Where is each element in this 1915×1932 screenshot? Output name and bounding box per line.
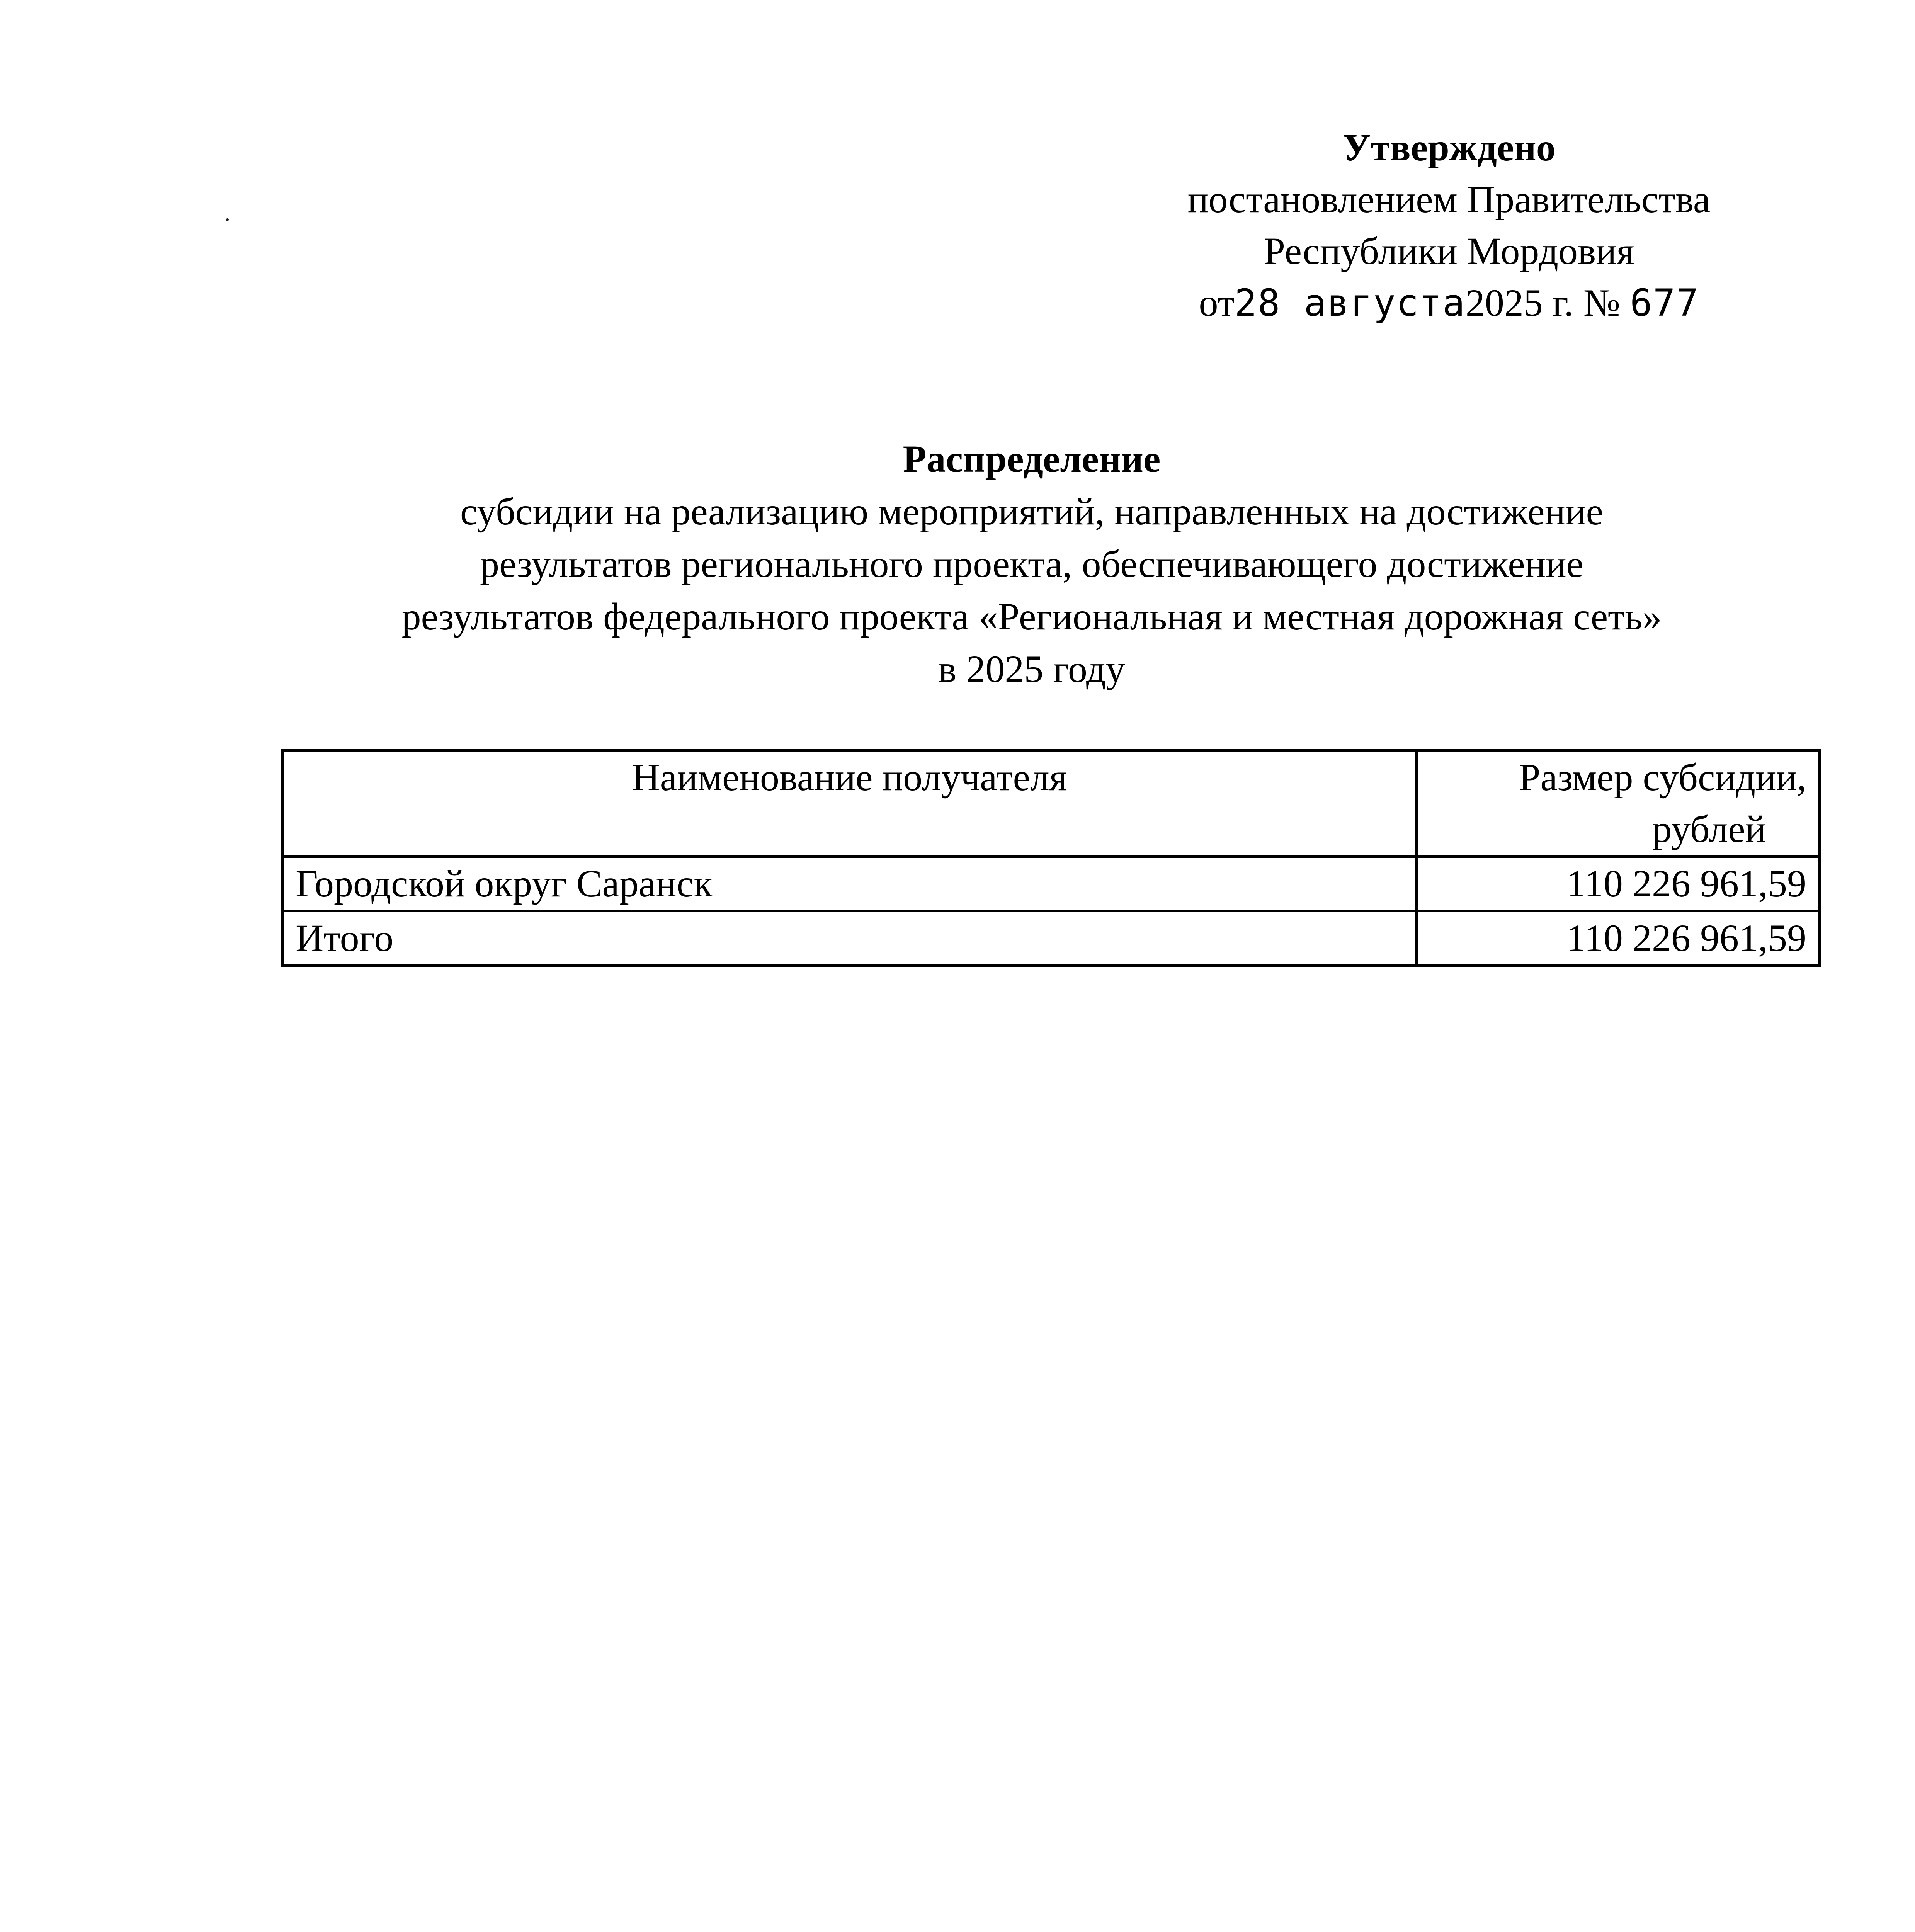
date-day-month: 28 августа (1234, 281, 1466, 325)
date-prefix: от (1199, 281, 1235, 324)
approval-line-1: постановлением Правительства (1187, 178, 1711, 221)
header-amount-line-2: рублей (1652, 808, 1766, 850)
subtitle-line-4: в 2025 году (938, 648, 1125, 690)
header-subsidy-amount (1417, 750, 1820, 857)
scan-speck (226, 218, 229, 221)
recipient-name-cell: Городской округ Саранск (283, 857, 1417, 911)
decree-number: 677 (1630, 281, 1699, 325)
approval-line-2: Республики Мордовия (1264, 230, 1634, 272)
table-total-row (283, 911, 1820, 966)
subtitle-line-2: результатов регионального проекта, обеспечивающего достижение (480, 543, 1584, 585)
approval-date-line (1043, 277, 1855, 329)
header-amount-line-1: Размер субсидии, (1519, 756, 1806, 799)
total-amount-cell: 110 226 961,59 (1417, 911, 1820, 966)
table-header-row (283, 750, 1820, 857)
subsidy-table-container (281, 749, 1821, 967)
title-block (263, 433, 1801, 696)
table-row (283, 857, 1820, 911)
subsidy-amount-cell: 110 226 961,59 (1417, 857, 1820, 911)
header-recipient-name: Наименование получателя (283, 750, 1417, 857)
total-label-cell: Итого (283, 911, 1417, 966)
approval-title: Утверждено (1342, 126, 1556, 169)
subtitle-line-3: результатов федерального проекта «Региональная и местная дорожная сеть» (401, 595, 1662, 638)
subtitle-line-1: субсидии на реализацию мероприятий, направленных на достижение (460, 490, 1603, 533)
date-year: 2025 г. № (1465, 281, 1621, 324)
approval-block (1043, 122, 1855, 329)
document-title: Распределение (903, 437, 1161, 480)
subsidy-table (281, 749, 1821, 967)
